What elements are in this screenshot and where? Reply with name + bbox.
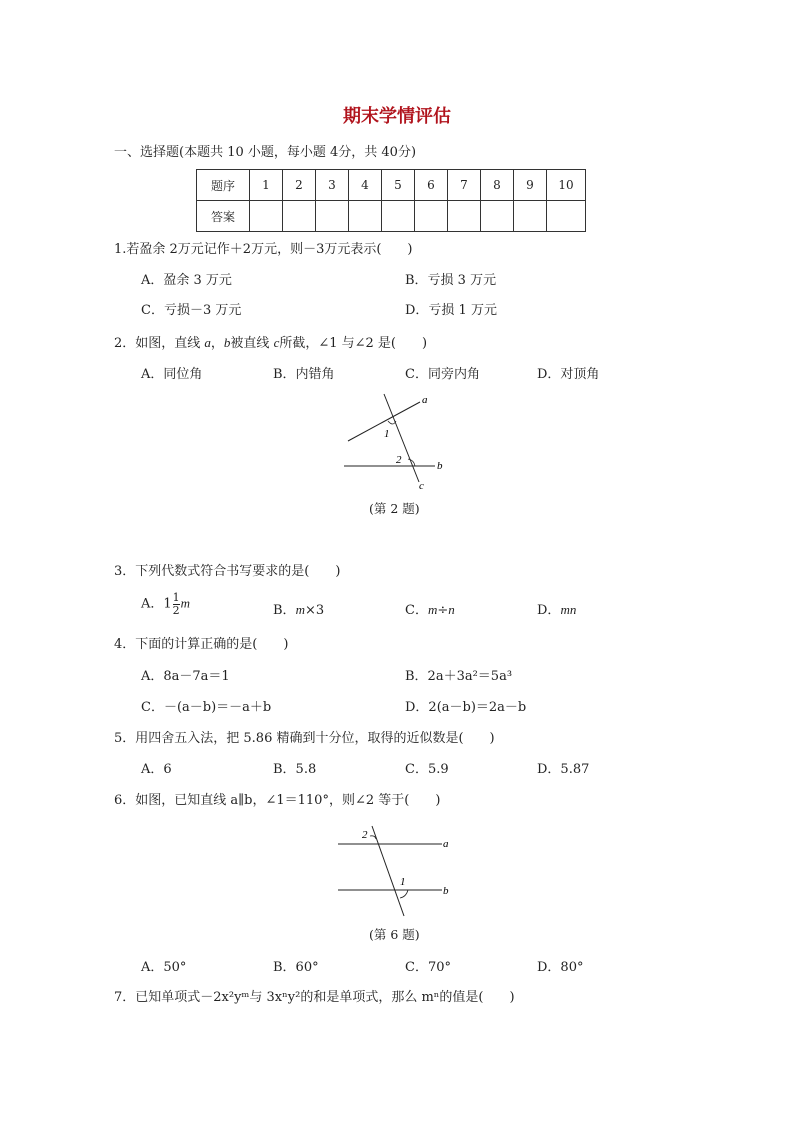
question-2-stem xyxy=(114,336,427,350)
q5-option-b: B．5.8 xyxy=(273,762,317,777)
question-3-stem: 3．下列代数式符合书写要求的是( ) xyxy=(114,564,341,579)
q2-option-a: A．同位角 xyxy=(141,367,203,382)
q6-option-d: D．80° xyxy=(537,960,584,975)
q3-b-prefix: B． xyxy=(273,603,296,618)
q5-option-d: D．5.87 xyxy=(537,762,590,777)
q4-option-c: C．－(a－b)＝－a＋b xyxy=(141,700,272,715)
q3-option-d xyxy=(537,603,576,617)
answer-table-header-row xyxy=(197,170,586,201)
answer-table xyxy=(196,169,586,232)
q6-option-c: C．70° xyxy=(405,960,451,975)
fraction xyxy=(173,592,180,616)
q1-option-c: C．亏损－3 万元 xyxy=(141,303,242,318)
q3-d-var: mn xyxy=(560,602,577,617)
answer-cell[interactable] xyxy=(514,201,547,232)
table-cell-number: 4 xyxy=(349,170,382,201)
q2-comma: ， xyxy=(210,336,224,351)
table-row-label: 答案 xyxy=(197,201,250,232)
line-a-label: a xyxy=(443,838,449,850)
line-c-label: c xyxy=(419,480,424,492)
line-b-label: b xyxy=(437,460,443,472)
page-title: 期末学情评估 xyxy=(343,106,451,127)
answer-cell[interactable] xyxy=(349,201,382,232)
q6-option-a: A．50° xyxy=(141,960,187,975)
fraction-denominator: 2 xyxy=(172,603,180,617)
q2-stem-pre: 2．如图，直线 xyxy=(114,336,205,351)
q5-option-a: A．6 xyxy=(141,762,172,777)
q1-option-d: D．亏损 1 万元 xyxy=(405,303,497,318)
q3-a-prefix: A．1 xyxy=(141,596,172,612)
q2-caption: (第 2 题) xyxy=(369,501,420,516)
q2-var-b: b xyxy=(223,335,231,350)
answer-cell[interactable] xyxy=(283,201,316,232)
transversal xyxy=(372,826,404,916)
q2-var-a: a xyxy=(204,335,211,350)
q2-option-b: B．内错角 xyxy=(273,367,335,382)
table-cell-number: 9 xyxy=(514,170,547,201)
q2-option-c: C．同旁内角 xyxy=(405,367,480,382)
table-cell-number: 2 xyxy=(283,170,316,201)
answer-cell[interactable] xyxy=(415,201,448,232)
question-1-stem: 1.若盈余 2万元记作＋2万元，则－3万元表示( ) xyxy=(114,242,413,257)
line-b-label: b xyxy=(443,885,449,897)
question-6-stem: 6．如图，已知直线 a∥b，∠1＝110°，则∠2 等于( ) xyxy=(114,793,441,808)
table-cell-number: 1 xyxy=(250,170,283,201)
q6-caption: (第 6 题) xyxy=(369,927,420,942)
table-cell-number: 10 xyxy=(547,170,586,201)
q3-d-prefix: D． xyxy=(537,603,561,618)
q6-option-b: B．60° xyxy=(273,960,319,975)
question-5-stem: 5．用四舍五入法，把 5.86 精确到十分位，取得的近似数是( ) xyxy=(114,731,495,746)
q3-c-op: ÷ xyxy=(437,603,449,618)
q2-stem-post: 所截，∠1 与∠2 是( ) xyxy=(279,336,428,351)
question-7-stem: 7．已知单项式－2x²yᵐ与 3xⁿy²的和是单项式，那么 mⁿ的值是( ) xyxy=(114,990,515,1005)
q1-option-a: A．盈余 3 万元 xyxy=(141,273,232,288)
q3-a-var: m xyxy=(180,595,191,611)
table-row-label: 题序 xyxy=(197,170,250,201)
table-cell-number: 3 xyxy=(316,170,349,201)
q2-option-d: D．对顶角 xyxy=(537,367,600,382)
q4-option-b: B．2a＋3a²＝5a³ xyxy=(405,669,513,684)
q2-var-c: c xyxy=(273,335,280,350)
q3-b-suffix: ×3 xyxy=(304,603,325,618)
answer-cell[interactable] xyxy=(448,201,481,232)
angle-1-label: 1 xyxy=(400,876,406,888)
q3-c-m: m xyxy=(427,602,438,617)
angle-2-arc xyxy=(370,836,376,839)
line-a-label: a xyxy=(422,394,428,406)
angle-1-label: 1 xyxy=(384,428,390,440)
q1-option-b: B．亏损 3 万元 xyxy=(405,273,497,288)
table-cell-number: 7 xyxy=(448,170,481,201)
table-cell-number: 6 xyxy=(415,170,448,201)
table-cell-number: 5 xyxy=(382,170,415,201)
answer-cell[interactable] xyxy=(316,201,349,232)
q3-c-n: n xyxy=(448,602,455,617)
q3-option-a xyxy=(141,592,190,616)
q2-stem-mid: 被直线 xyxy=(230,336,274,351)
q3-option-c xyxy=(405,603,455,617)
answer-table-answer-row xyxy=(197,201,586,232)
q6-figure xyxy=(330,822,460,922)
q3-option-b xyxy=(273,603,324,617)
q3-c-prefix: C． xyxy=(405,603,428,618)
answer-cell[interactable] xyxy=(481,201,514,232)
answer-cell[interactable] xyxy=(250,201,283,232)
q4-option-d: D．2(a－b)＝2a－b xyxy=(405,700,527,715)
angle-1-arc xyxy=(400,890,408,898)
angle-2-label: 2 xyxy=(362,829,368,841)
question-4-stem: 4．下面的计算正确的是( ) xyxy=(114,637,289,652)
q5-option-c: C．5.9 xyxy=(405,762,449,777)
q3-b-var: m xyxy=(295,602,305,617)
section-heading: 一、选择题(本题共 10 小题，每小题 4分，共 40分) xyxy=(114,145,417,160)
angle-2-label: 2 xyxy=(396,454,402,466)
table-cell-number: 8 xyxy=(481,170,514,201)
q4-option-a: A．8a－7a＝1 xyxy=(141,669,230,684)
fraction-numerator: 1 xyxy=(172,591,180,604)
answer-cell[interactable] xyxy=(547,201,586,232)
answer-cell[interactable] xyxy=(382,201,415,232)
q2-figure xyxy=(330,388,460,498)
